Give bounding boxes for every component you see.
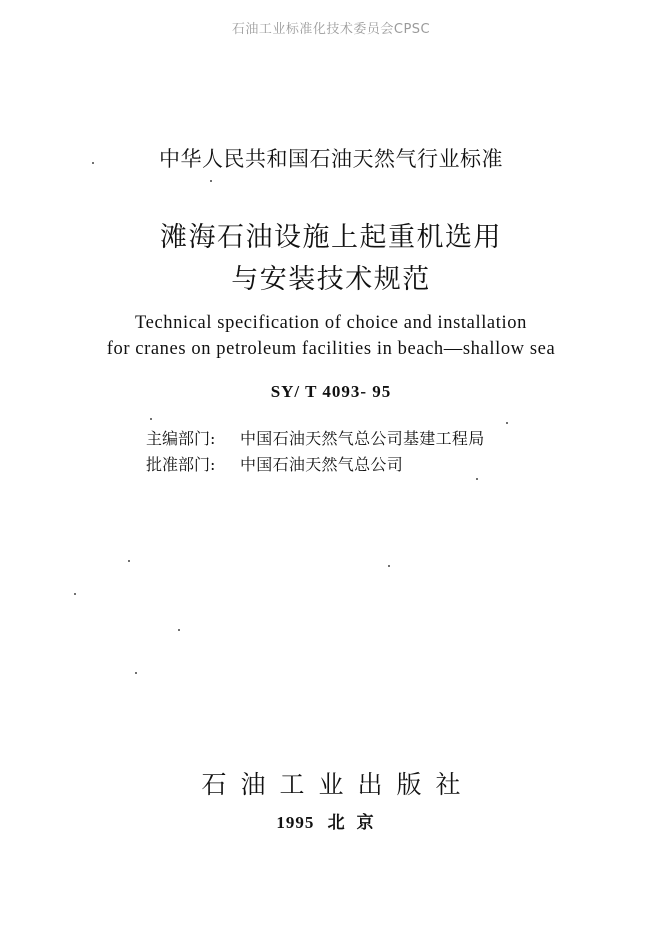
scan-speck <box>210 180 212 182</box>
editing-department-label: 主编部门: <box>146 429 216 448</box>
editing-department-value: 中国石油天然气总公司基建工程局 <box>240 429 485 448</box>
title-chinese <box>0 217 662 301</box>
scan-speck <box>506 422 508 424</box>
scan-speck <box>135 672 137 674</box>
standard-code: SY/ T 4093- 95 <box>270 382 392 401</box>
scan-speck <box>476 478 478 480</box>
approving-department-label: 批准部门: <box>146 455 216 474</box>
editing-department-row <box>146 426 485 452</box>
approving-department-value: 中国石油天然气总公司 <box>240 455 404 474</box>
title-english-line-1: Technical specification of choice and installation <box>135 313 527 333</box>
title-english <box>0 310 662 362</box>
publication-city: 北京 <box>327 813 386 832</box>
scan-speck <box>150 418 152 420</box>
approving-department-row <box>146 452 485 478</box>
scan-speck <box>128 560 130 562</box>
publication-year: 1995 <box>276 813 315 832</box>
scan-speck <box>388 565 390 567</box>
title-english-line-2: for cranes on petroleum facilities in beach—shallow sea <box>106 339 556 359</box>
standard-category: 中华人民共和国石油天然气行业标准 <box>159 147 503 171</box>
scan-speck <box>92 162 94 164</box>
title-chinese-line-2: 与安装技术规范 <box>231 264 431 295</box>
watermark: 石油工业标准化技术委员会CPSC <box>231 22 431 37</box>
scan-speck <box>74 593 76 595</box>
scan-speck <box>178 629 180 631</box>
publication-line <box>0 808 662 833</box>
publisher-name: 石油工业出版社 <box>201 770 475 799</box>
departments-block <box>146 426 485 478</box>
title-chinese-line-1: 滩海石油设施上起重机选用 <box>160 222 502 253</box>
